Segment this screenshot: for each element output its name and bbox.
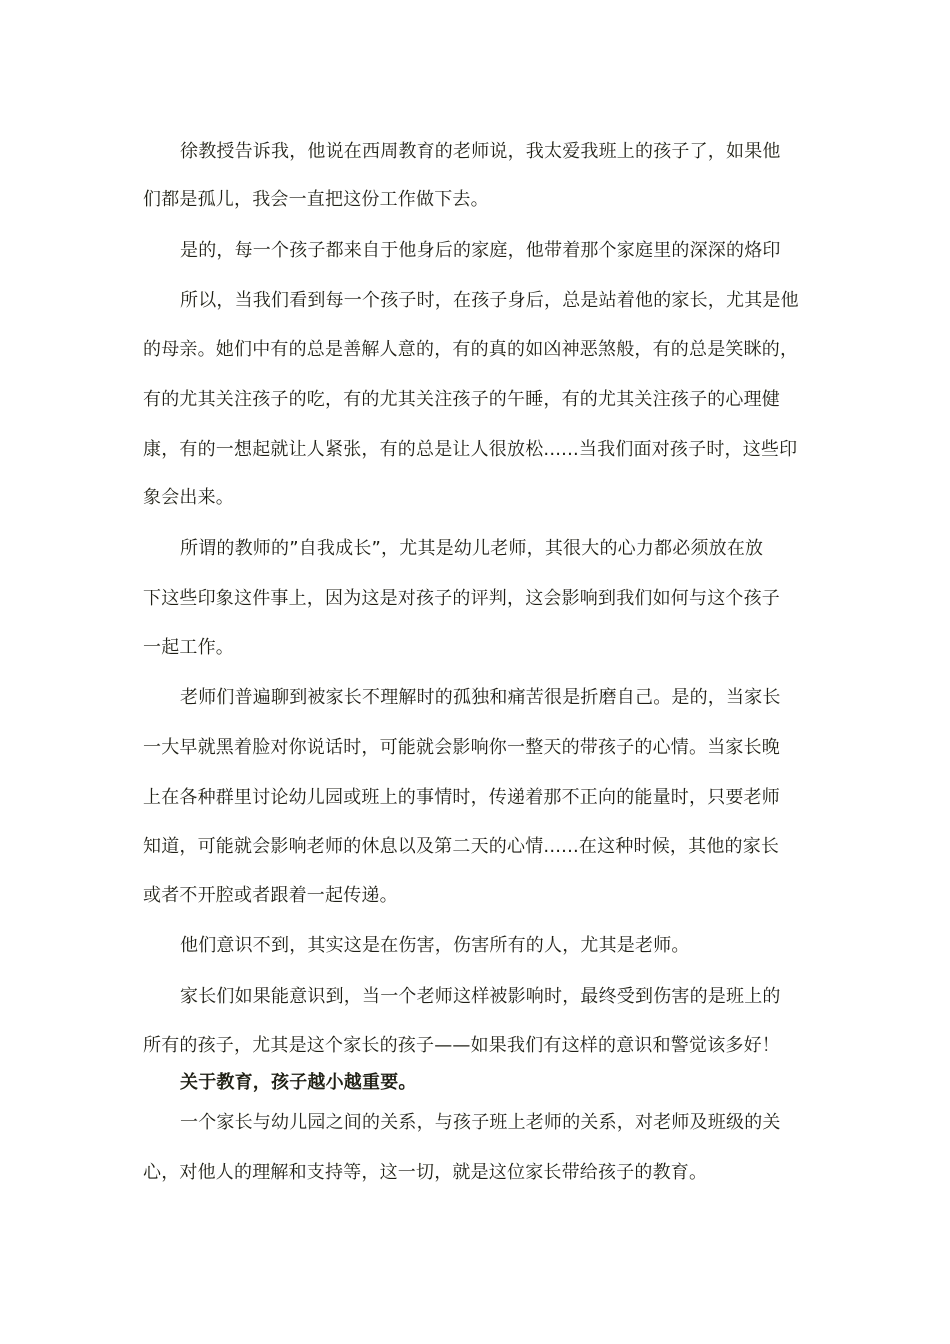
- paragraph-line: 们都是孤儿，我会一直把这份工作做下去。: [143, 189, 489, 210]
- paragraph-line: 或者不开腔或者跟着一起传递。: [143, 885, 398, 906]
- paragraph-line: 象会出来。: [143, 487, 234, 508]
- paragraph-line: 家长们如果能意识到，当一个老师这样被影响时，最终受到伤害的是班上的: [180, 986, 781, 1007]
- paragraph-line: 徐教授告诉我，他说在西周教育的老师说，我太爱我班上的孩子了，如果他: [180, 141, 781, 162]
- paragraph-line: 他们意识不到，其实这是在伤害，伤害所有的人，尤其是老师。: [180, 935, 690, 956]
- paragraph-line: 下这些印象这件事上，因为这是对孩子的评判，这会影响到我们如何与这个孩子: [143, 588, 780, 609]
- paragraph-line: 的母亲。她们中有的总是善解人意的，有的真的如凶神恶煞般，有的总是笑眯的，: [143, 339, 799, 360]
- paragraph-line: 一大早就黑着脸对你说话时，可能就会影响你一整天的带孩子的心情。当家长晚: [143, 737, 780, 758]
- paragraph-line: 心，对他人的理解和支持等，这一切，就是这位家长带给孩子的教育。: [143, 1162, 708, 1183]
- paragraph-line: 老师们普遍聊到被家长不理解时的孤独和痛苦很是折磨自己。是的，当家长: [180, 687, 781, 708]
- paragraph-line: 有的尤其关注孩子的吃，有的尤其关注孩子的午睡，有的尤其关注孩子的心理健: [143, 389, 780, 410]
- paragraph-line: 是的，每一个孩子都来自于他身后的家庭，他带着那个家庭里的深深的烙印: [180, 240, 781, 261]
- paragraph-line: 知道，可能就会影响老师的休息以及第二天的心情......在这种时候，其他的家长: [143, 836, 780, 857]
- paragraph-line: 康，有的一想起就让人紧张，有的总是让人很放松......当我们面对孩子时，这些印: [143, 439, 798, 460]
- paragraph-line: 所谓的教师的”自我成长”，尤其是幼儿老师，其很大的心力都必须放在放: [180, 538, 764, 559]
- paragraph-line: 一个家长与幼儿园之间的关系，与孩子班上老师的关系，对老师及班级的关: [180, 1112, 781, 1133]
- paragraph-line: 所有的孩子，尤其是这个家长的孩子——如果我们有这样的意识和警觉该多好！: [143, 1035, 780, 1056]
- paragraph-line: 一起工作。: [143, 637, 234, 658]
- paragraph-line: 上在各种群里讨论幼儿园或班上的事情时，传递着那不正向的能量时，只要老师: [143, 787, 780, 808]
- paragraph-line: 所以，当我们看到每一个孩子时，在孩子身后，总是站着他的家长，尤其是他: [180, 290, 799, 311]
- bold-heading-line: 关于教育，孩子越小越重要。: [180, 1072, 417, 1093]
